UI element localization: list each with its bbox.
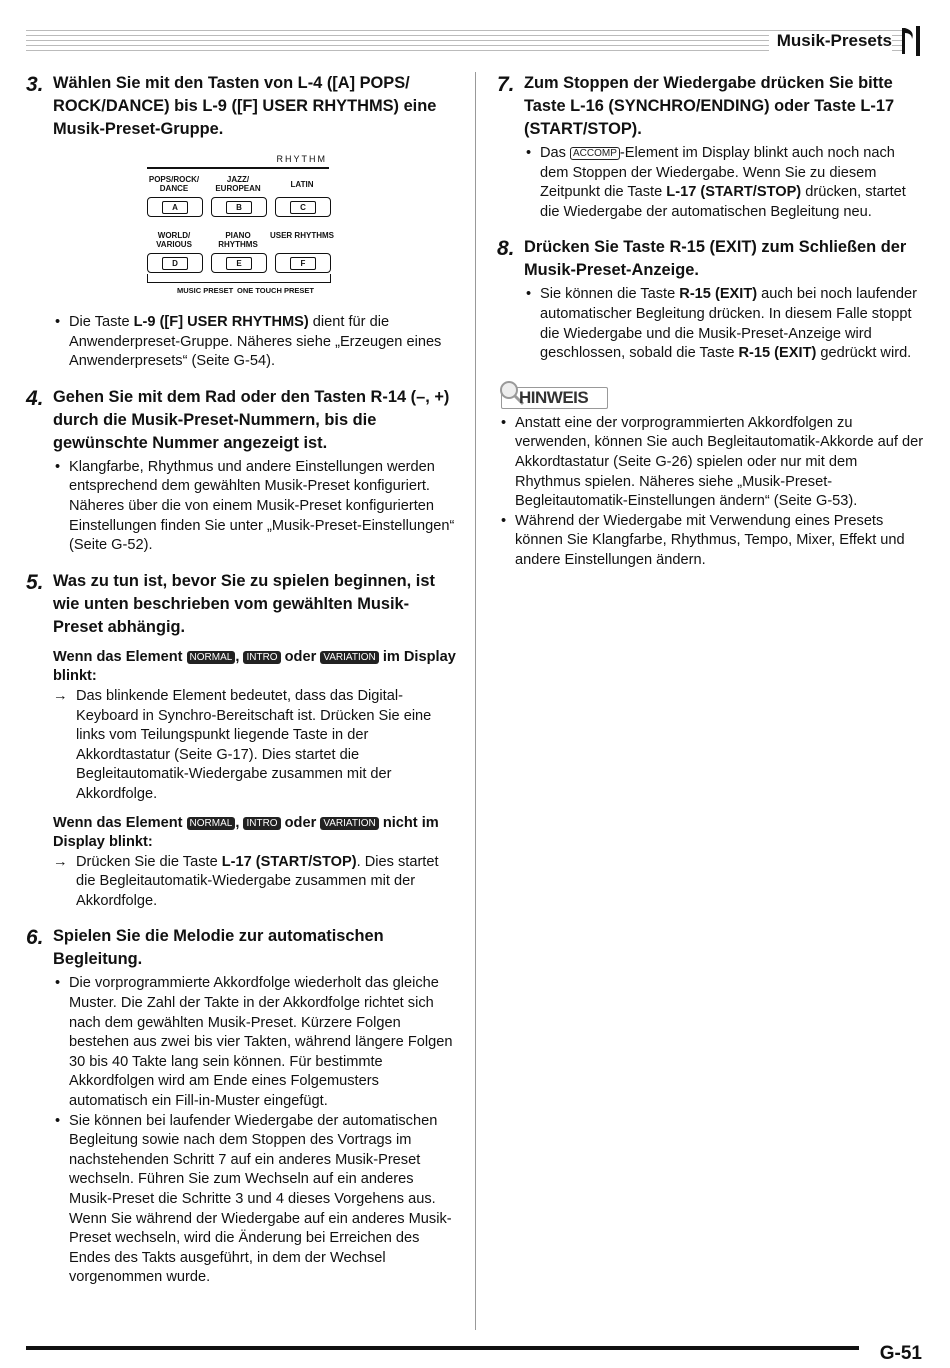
lcd-accomp-indicator: ACCOMP — [570, 147, 620, 160]
step-number: 5. — [26, 570, 44, 594]
lcd-variation-indicator: VARIATION — [320, 817, 378, 830]
rhythm-button-panel — [147, 153, 347, 303]
rhythm-rule — [147, 167, 329, 169]
button-letter: D — [162, 257, 188, 270]
panel-label-b: JAZZ/ EUROPEAN — [215, 175, 261, 193]
column-divider — [475, 72, 476, 1330]
step-6 — [26, 925, 456, 1288]
button-letter: B — [226, 201, 252, 214]
panel-label-d: WORLD/ VARIOUS — [156, 231, 192, 249]
bullet-item: • Sie können bei laufender Wiedergabe der automatischen Begleitung sowie nach dem Stoppen des Vortrags im nachstehenden Schritt 7 auf ein anderes Musik-Preset wechseln. Führen Sie zum Wechseln auf ein anderes Musik-Preset die Schritte 3 und 4 dieses Vorgehens aus. Wenn Sie während der Wiedergabe auf ein anderes Musik-Preset wechseln, wird die Änderung bei Erreichen des Endes des Takts ausgeführt, in dem der Wechsel vorgenommen wurde. — [53, 1112, 456, 1288]
step-8 — [497, 236, 925, 363]
step-title: Gehen Sie mit dem Rad oder den Tasten R-14 (–, +) durch die Musik-Preset-Nummern, bis die gewünschte Nummer angezeigt ist. — [53, 387, 450, 452]
preset-button-f[interactable] — [275, 253, 331, 273]
right-column — [497, 72, 925, 571]
music-preset-label: MUSIC PRESET — [177, 286, 234, 295]
preset-button-c[interactable] — [275, 197, 331, 217]
result-item: → Das blinkende Element bedeutet, dass das Digital-Keyboard in Synchro-Bereitschaft ist. Drücken Sie eine links vom Teilungspunkt liegende Taste in der Akkordtastatur (Seite G-17). Dies startet die Begleitautomatik-Wiedergabe zusammen mit der Akkordfolge. — [53, 687, 432, 802]
panel-label-a: POPS/ROCK/ DANCE — [148, 175, 200, 193]
step-4 — [26, 386, 456, 556]
panel-label-c: LATIN — [290, 180, 314, 189]
hinweis-heading — [497, 378, 925, 412]
lcd-variation-indicator: VARIATION — [320, 651, 378, 664]
lcd-normal-indicator: NORMAL — [187, 651, 236, 664]
rhythm-label: RHYTHM — [276, 154, 327, 164]
hinweis-label: HINWEIS — [519, 387, 589, 407]
step-7 — [497, 72, 925, 222]
bullet-item: • Anstatt eine der vorprogrammierten Akkordfolgen zu verwenden, können Sie auch Begleitautomatik-Akkorde auf der Akkordtastatur (Seite G-26) spielen oder nur mit dem Rhythmus spielen. Näheres siehe „Musik-Preset-Begleitautomatik-Einstellungen ändern“ (Seite G-53). — [499, 414, 925, 512]
preset-button-d[interactable] — [147, 253, 203, 273]
step-title: Spielen Sie die Melodie zur automatischen Begleitung. — [53, 927, 384, 969]
step-5 — [26, 570, 456, 912]
arrow-icon: → — [53, 853, 68, 870]
lcd-intro-indicator: INTRO — [243, 651, 280, 664]
panel-label-e: PIANO RHYTHMS — [218, 231, 258, 249]
step-title: Was zu tun ist, bevor Sie zu spielen beginnen, ist wie unten beschrieben vom gewählten Musik-Preset abhängig. — [53, 571, 435, 636]
button-letter: E — [226, 257, 252, 270]
step-number: 8. — [497, 237, 515, 261]
preset-button-b[interactable] — [211, 197, 267, 217]
bullet-item: • Sie können die Taste R-15 (EXIT) auch bei noch laufender automatischer Begleitung drücken. In diesem Falle stoppt die Wiedergabe und die Musik-Preset-Anzeige wird geschlossen, sobald die Taste R-15 (EXIT) gedrückt wird. — [524, 285, 925, 363]
bullet-item: • Das ACCOMP -Element im Display blinkt auch noch nach dem Stoppen der Wiedergabe. Wenn Sie zu diesem Zeitpunkt die Taste L-17 (START/STOP) drücken, startet die Wiedergabe der automatischen Begleitung neu. — [524, 144, 925, 222]
arrow-icon: → — [53, 687, 68, 704]
step-title: Wählen Sie mit den Tasten von L-4 ([A] POPS/ ROCK/DANCE) bis L-9 ([F] USER RHYTHMS) eine Musik-Preset-Gruppe. — [53, 74, 437, 138]
panel-bracket — [147, 274, 331, 283]
lcd-intro-indicator: INTRO — [243, 817, 280, 830]
bullet-item: • Die Taste L-9 ([F] USER RHYTHMS) dient für die Anwenderpreset-Gruppe. Näheres siehe „Erzeugen eines Anwenderpresets“ (Seite G-54). — [53, 313, 456, 372]
button-letter: A — [162, 201, 188, 214]
step-number: 4. — [26, 386, 44, 410]
music-note-icon — [898, 26, 922, 56]
preset-button-a[interactable] — [147, 197, 203, 217]
preset-button-e[interactable] — [211, 253, 267, 273]
step-title: Zum Stoppen der Wiedergabe drücken Sie bitte Taste L-16 (SYNCHRO/ENDING) oder Taste L-17 (START/STOP). — [524, 74, 895, 138]
step-number: 6. — [26, 926, 44, 950]
footer-rule — [26, 1346, 859, 1350]
step-number: 3. — [26, 73, 44, 96]
button-letter: F — [290, 257, 316, 270]
result-item: → Drücken Sie die Taste L-17 (START/STOP). Dies startet die Begleitautomatik-Wiedergabe zusammen mit der Akkordfolge. — [53, 853, 439, 909]
condition-blinking: Wenn das Element NORMAL , INTRO oder VARIATION im Display blinkt: — [53, 648, 456, 685]
step-title: Drücken Sie Taste R-15 (EXIT) zum Schließen der Musik-Preset-Anzeige. — [524, 238, 907, 280]
panel-label-f: USER RHYTHMS — [269, 231, 334, 240]
condition-not-blinking: Wenn das Element NORMAL , INTRO oder VARIATION nicht im Display blinkt: — [53, 814, 439, 851]
one-touch-preset-label: ONE TOUCH PRESET — [237, 286, 314, 295]
step-3 — [26, 72, 456, 372]
page-header-title: Musik-Presets — [769, 31, 892, 51]
bullet-item: • Klangfarbe, Rhythmus und andere Einstellungen werden entsprechend dem gewählten Musik-Preset konfiguriert. Näheres über die von einem Musik-Preset konfigurierten Einstellungen finden Sie unter „Musik-Preset-Einstellungen“ (Seite G-52). — [53, 458, 456, 556]
page-number: G-51 — [879, 1343, 922, 1364]
button-letter: C — [290, 201, 316, 214]
hinweis-list — [497, 414, 925, 571]
bullet-item: • Während der Wiedergabe mit Verwendung eines Presets können Sie Klangfarbe, Rhythmus, Tempo, Mixer, Effekt und andere Einstellungen ändern. — [499, 512, 925, 571]
step-number: 7. — [497, 73, 515, 96]
bullet-item: • Die vorprogrammierte Akkordfolge wiederholt das gleiche Muster. Die Zahl der Takte in der Akkordfolge richtet sich nach dem gewählten Musik-Preset. Kürzere Folgen bestehen aus zwei bis vier Takten, während längere Folgen 30 bis 40 Takte lang sein können. Für bestimmte Akkordfolgen wird am Ende eines Folgemusters automatisch ein Fill-in-Muster eingefügt. — [53, 974, 456, 1111]
left-column — [26, 72, 456, 1302]
lcd-normal-indicator: NORMAL — [187, 817, 236, 830]
